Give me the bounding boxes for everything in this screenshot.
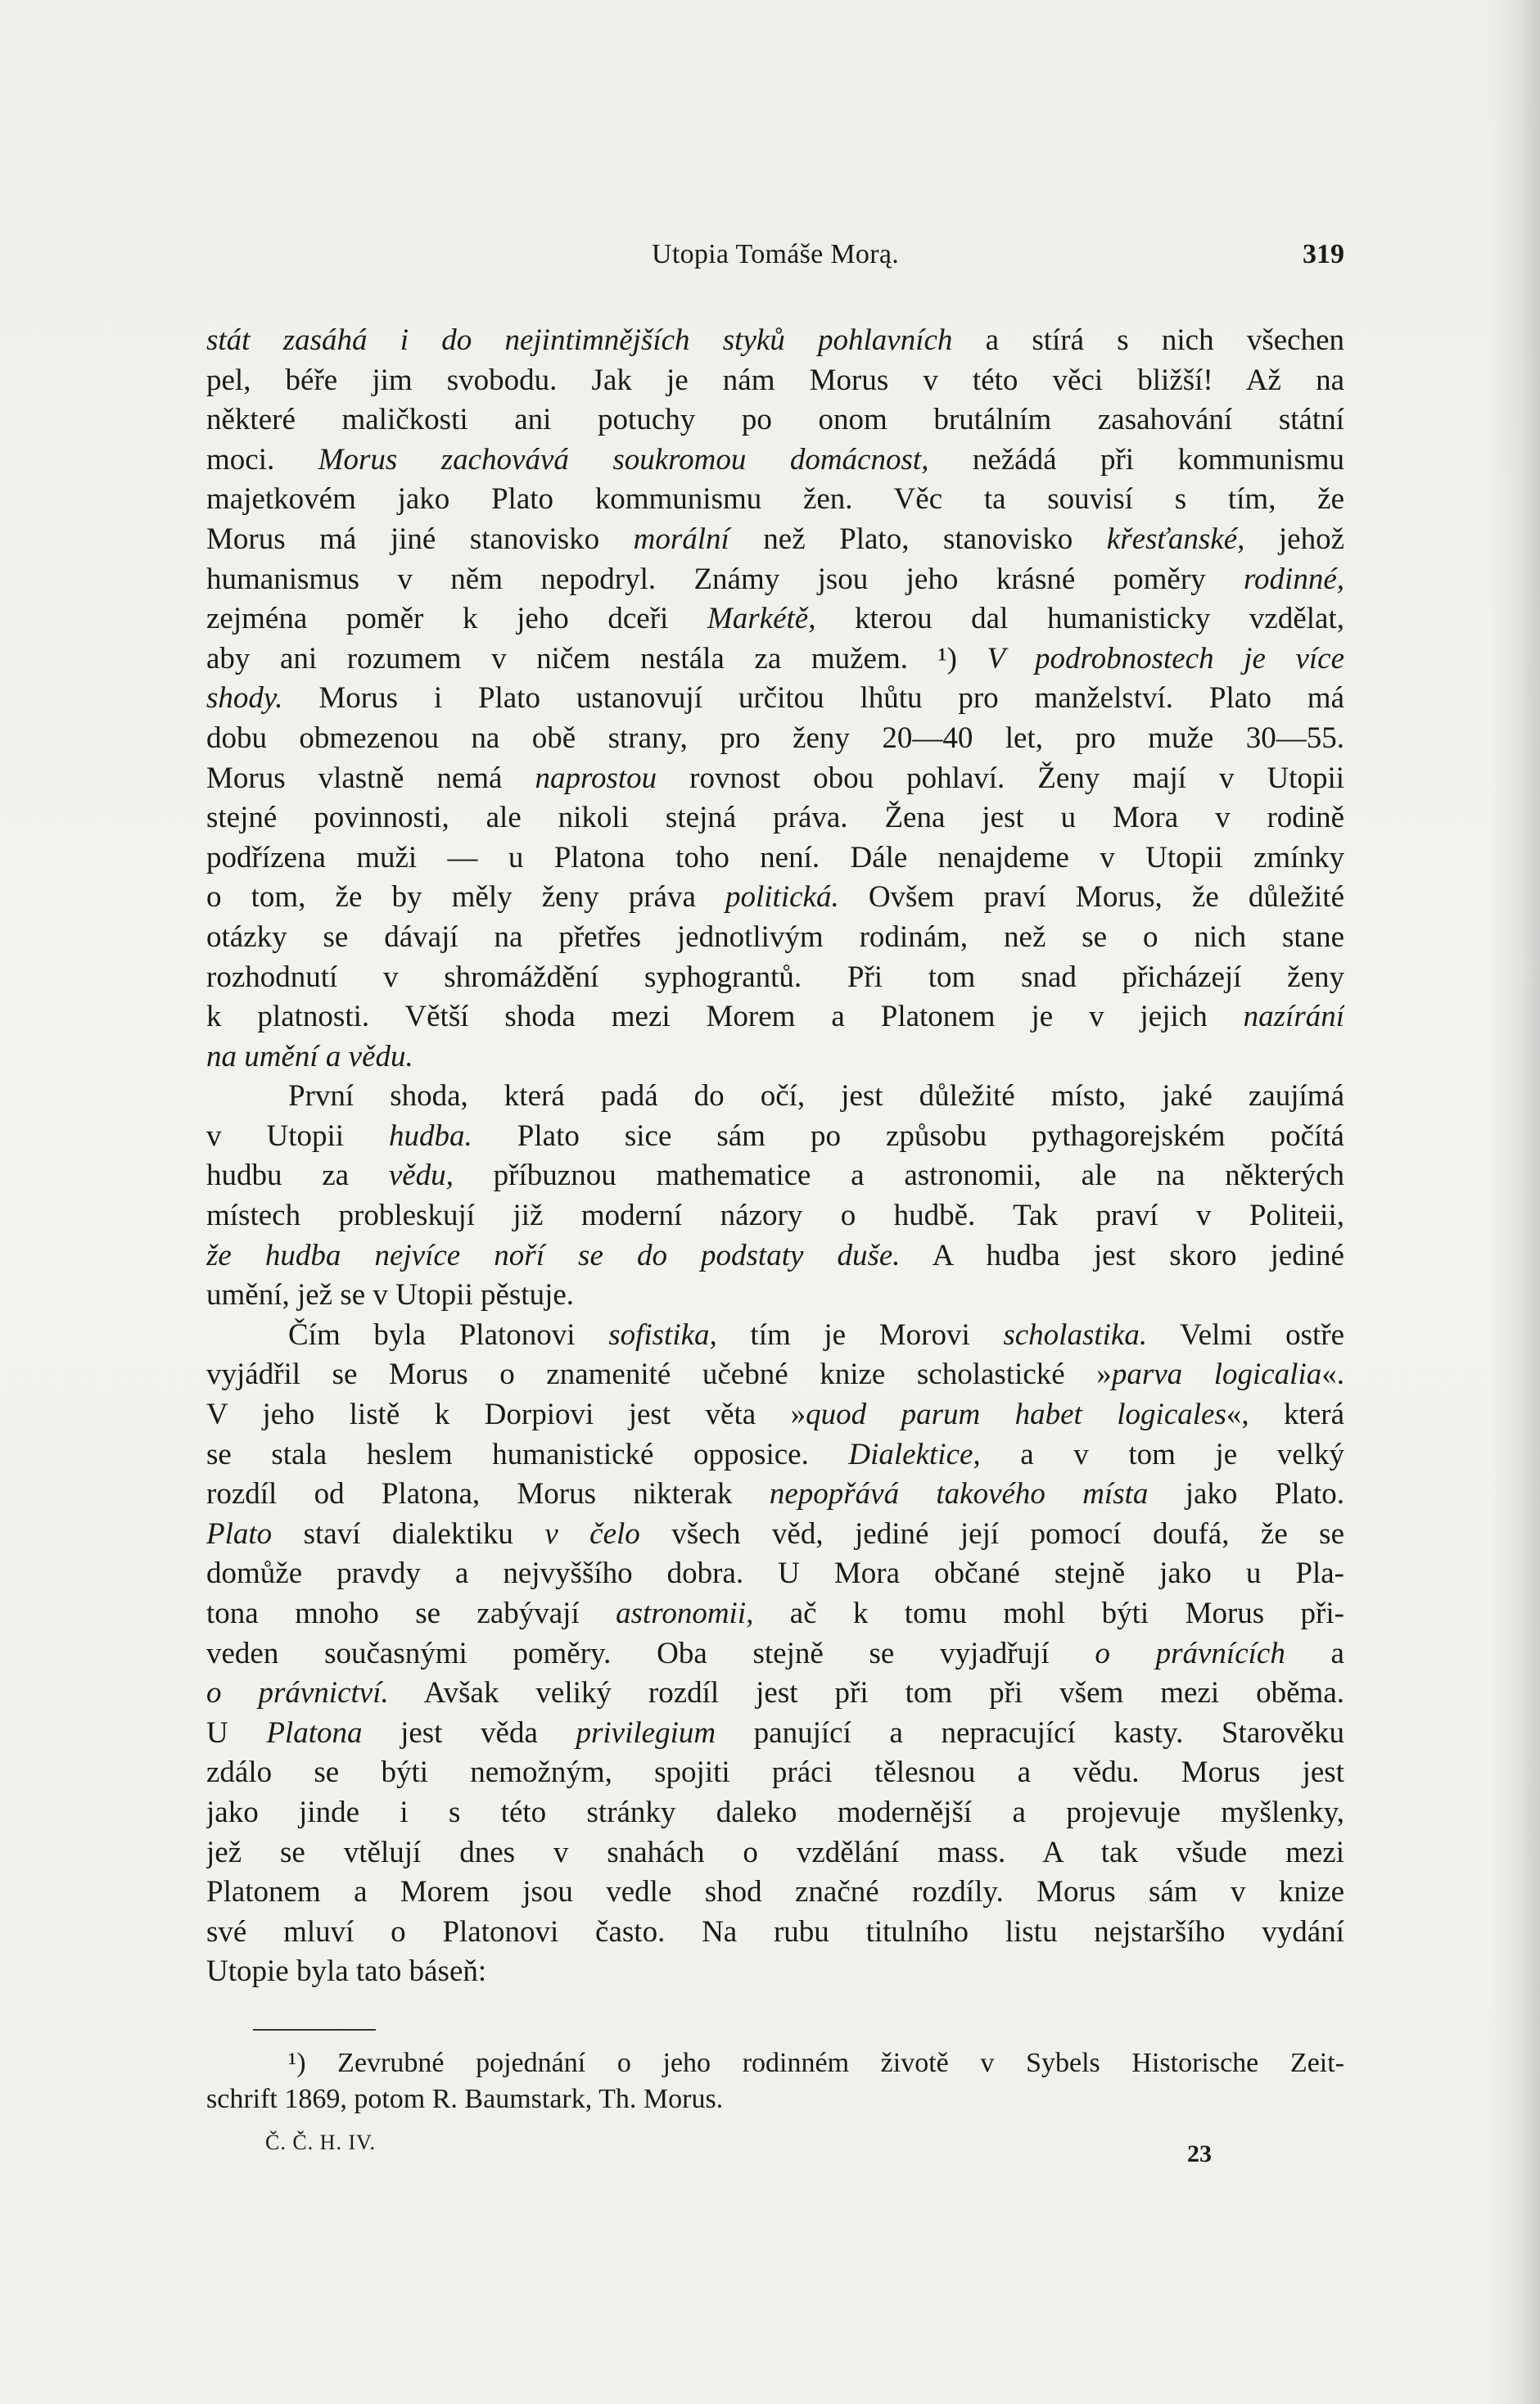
italic-span: Plato — [206, 1516, 273, 1551]
text-line — [206, 679, 1344, 719]
text-span: umění, jež se v Utopii pěstuje. — [206, 1278, 575, 1313]
text-line — [206, 1753, 1344, 1793]
text-span: některé maličkosti ani potuchy po onom brutálním zasahování státní — [206, 403, 1344, 437]
footnote-line: schrift 1869, potom R. Baumstark, Th. Morus. — [206, 2084, 724, 2114]
text-span: se stala heslem humanistické opposice. — [206, 1437, 849, 1471]
text-line — [206, 1276, 1344, 1316]
text-span: otázky se dávají na přetřes jednotlivým rodinám, než se o nich stane — [206, 920, 1344, 954]
text-line — [206, 1395, 1344, 1435]
text-line — [206, 1196, 1344, 1236]
text-span: humanismus v něm nepodryl. Známy jsou jeho krásné poměry — [206, 562, 1244, 596]
text-line — [206, 1316, 1344, 1356]
italic-span: nazírání — [1243, 1000, 1344, 1034]
text-span: rovnost obou pohlaví. Ženy mají v Utopii — [657, 761, 1344, 795]
text-line — [206, 1355, 1344, 1395]
text-span: Platonem a Morem jsou vedle shod značné rozdíly. Morus sám v knize — [206, 1875, 1344, 1909]
text-line — [206, 400, 1344, 441]
italic-span: privilegium — [576, 1715, 716, 1750]
text-line — [206, 1674, 1344, 1714]
italic-span: Platona — [266, 1715, 363, 1750]
text-line — [206, 918, 1344, 958]
italic-span: hudba. — [389, 1118, 472, 1153]
text-span: jako Plato. — [1148, 1477, 1344, 1512]
text-span: zejména poměr k jeho dceři — [206, 602, 707, 636]
text-line — [206, 441, 1344, 481]
text-span: Avšak veliký rozdíl jest při tom při všem mezi oběma. — [388, 1676, 1344, 1710]
italic-span: stát zasáhá i do nejintimnějších styků pohlavních — [206, 323, 953, 357]
text-line — [206, 759, 1344, 799]
italic-span: křesťanské, — [1106, 522, 1245, 556]
text-line — [206, 1077, 1344, 1117]
text-line — [206, 321, 1344, 361]
text-span: než Plato, stanovisko — [729, 522, 1107, 556]
text-line — [206, 1714, 1344, 1754]
text-span: v Utopii — [206, 1118, 390, 1153]
text-span: jako jinde i s této stránky daleko modernější a projevuje myšlenky, — [206, 1795, 1344, 1829]
text-line — [206, 1554, 1344, 1594]
text-span: moci. — [206, 442, 318, 477]
text-span: První shoda, která padá do očí, jest důležité místo, jaké zaujímá — [288, 1079, 1344, 1114]
text-span: stejné povinnosti, ale nikoli stejná práva. Žena jest u Mora v rodině — [206, 801, 1344, 835]
italic-span: že hudba nejvíce noří se do podstaty duše. — [206, 1238, 901, 1272]
text-span: A hudba jest skoro jediné — [900, 1238, 1344, 1272]
italic-span: quod parum habet logicales — [806, 1398, 1226, 1432]
text-line — [206, 878, 1344, 918]
text-span: a stírá s nich všechen — [952, 323, 1344, 357]
text-span: jež se vtělují dnes v snahách o vzdělání mass. A tak všude mezi — [206, 1835, 1344, 1869]
italic-span: sofistika, — [608, 1317, 717, 1352]
italic-span: parva logicalia — [1111, 1358, 1322, 1392]
text-line — [206, 1156, 1344, 1196]
italic-span: Markétě, — [707, 602, 816, 636]
text-span: tím je Morovi — [716, 1317, 1004, 1352]
page-number: 319 — [1303, 239, 1344, 269]
text-span: místech probleskují již moderní názory o hudbě. Tak praví v Politeii, — [206, 1199, 1344, 1233]
text-span: Utopie byla tato báseň: — [206, 1954, 487, 1989]
text-line — [206, 599, 1344, 639]
italic-span: o právnících — [1095, 1636, 1285, 1670]
text-span: staví dialektiku — [272, 1516, 545, 1551]
text-span: «. — [1321, 1358, 1344, 1392]
text-line — [206, 1117, 1344, 1157]
text-span: kterou dal humanisticky vzdělat, — [815, 602, 1344, 636]
text-line — [206, 958, 1344, 998]
italic-span: o právnictví. — [206, 1676, 389, 1710]
text-line — [206, 1475, 1344, 1515]
text-span: U — [206, 1715, 267, 1750]
text-span: a — [1285, 1636, 1344, 1670]
text-span: nežádá při kommunismu — [928, 442, 1344, 477]
text-span: jest věda — [362, 1715, 576, 1750]
text-line — [206, 1236, 1344, 1277]
text-span: panující a nepracující kasty. Starověku — [716, 1715, 1344, 1750]
text-span: majetkovém jako Plato kommunismu žen. Věc ta souvisí s tím, že — [206, 482, 1344, 517]
footnote-line: ¹) Zevrubné pojednání o jeho rodinném životě v Sybels Historische Zeit- — [288, 2048, 1344, 2078]
text-line — [206, 1793, 1344, 1833]
text-line — [206, 798, 1344, 838]
italic-span: na umění a vědu. — [206, 1039, 413, 1073]
running-title: Utopia Tomáše Morą. — [651, 239, 900, 269]
text-line — [206, 1037, 1344, 1078]
text-span: aby ani rozumem v ničem nestála za mužem. ¹) — [206, 641, 987, 676]
italic-span: astronomii, — [616, 1597, 754, 1630]
text-span: «, která — [1226, 1398, 1344, 1432]
italic-span: shody. — [206, 681, 283, 716]
text-span: k platnosti. Větší shoda mezi Morem a Platonem je v jejich — [206, 1000, 1244, 1034]
italic-span: nepopřává takového místa — [769, 1477, 1149, 1512]
italic-span: Dialektice, — [848, 1437, 981, 1471]
text-span: zdálo se býti nemožným, spojiti práci tělesnou a vědu. Morus jest — [206, 1756, 1344, 1790]
text-line — [206, 1515, 1344, 1555]
italic-span: rodinné, — [1244, 562, 1344, 596]
italic-span: naprostou — [535, 761, 657, 795]
text-line — [206, 1873, 1344, 1913]
text-span: Ovšem praví Morus, že důležité — [838, 880, 1344, 915]
text-line — [206, 1634, 1344, 1674]
italic-span: V podrobnostech je více — [987, 641, 1344, 676]
text-span: o tom, že by měly ženy práva — [206, 880, 725, 915]
page-edge-shadow — [1491, 0, 1540, 2404]
italic-span: scholastika. — [1003, 1317, 1148, 1352]
text-span: Morus vlastně nemá — [206, 761, 535, 795]
text-line — [206, 719, 1344, 759]
body-text — [206, 321, 1344, 1992]
text-span: V jeho listě k Dorpiovi jest věta » — [206, 1398, 806, 1432]
page-header — [206, 239, 1344, 282]
italic-span: Morus zachovává soukromou domácnost, — [318, 442, 929, 477]
text-line — [206, 997, 1344, 1037]
italic-span: vědu, — [388, 1159, 454, 1193]
text-line — [206, 1833, 1344, 1873]
text-line — [206, 560, 1344, 600]
text-span: podřízena muži — u Platona toho není. Dále nenajdeme v Utopii zmínky — [206, 840, 1344, 874]
italic-span: politická. — [725, 880, 839, 915]
text-span: rozdíl od Platona, Morus nikterak — [206, 1477, 770, 1512]
text-span: a v tom je velký — [980, 1437, 1344, 1471]
text-line — [206, 520, 1344, 560]
text-span: rozhodnutí v shromáždění syphograntů. Při tom snad přicházejí ženy — [206, 960, 1344, 994]
text-line — [206, 1594, 1344, 1634]
text-span: hudbu za — [206, 1159, 389, 1193]
text-span: pel, béře jim svobodu. Jak je nám Morus v této věci bližší! Až na — [206, 363, 1344, 397]
text-span: ač k tomu mohl býti Morus při- — [753, 1597, 1344, 1630]
italic-span: morální — [633, 522, 729, 556]
text-span: vyjádřil se Morus o znamenité učebné knize scholastické » — [206, 1358, 1112, 1392]
text-line — [206, 480, 1344, 520]
footnote-rule — [253, 2029, 376, 2031]
text-span: Plato sice sám po způsobu pythagorejském počítá — [472, 1118, 1344, 1153]
text-line — [206, 1952, 1344, 1992]
printer-signature: Č. Č. H. IV. — [265, 2131, 377, 2154]
text-span: domůže pravdy a nejvyššího dobra. U Mora občané stejně jako u Pla- — [206, 1557, 1344, 1591]
text-line — [206, 1913, 1344, 1953]
text-span: Morus má jiné stanovisko — [206, 522, 634, 556]
text-span: příbuznou mathematice a astronomii, ale na některých — [453, 1159, 1344, 1193]
text-span: své mluví o Platonovi často. Na rubu titulního listu nejstaršího vydání — [206, 1914, 1344, 1949]
text-line — [206, 838, 1344, 879]
italic-span: v čelo — [544, 1516, 640, 1551]
text-line — [206, 639, 1344, 680]
text-line — [206, 1435, 1344, 1475]
text-span: tona mnoho se zabývají — [206, 1597, 616, 1630]
sheet-number: 23 — [1187, 2140, 1212, 2167]
text-span: Čím byla Platonovi — [288, 1317, 609, 1352]
text-span: veden současnými poměry. Oba stejně se vyjadřují — [206, 1636, 1095, 1670]
footnotes — [206, 2045, 1344, 2117]
text-span: Morus i Plato ustanovují určitou lhůtu pro manželství. Plato má — [282, 681, 1344, 716]
text-line — [206, 361, 1344, 401]
text-span: Velmi ostře — [1147, 1317, 1344, 1352]
text-span: dobu obmezenou na obě strany, pro ženy 20—40 let, pro muže 30—55. — [206, 721, 1344, 755]
text-span: všech věd, jediné její pomocí doufá, že se — [639, 1516, 1344, 1551]
text-span: jehož — [1244, 522, 1344, 556]
